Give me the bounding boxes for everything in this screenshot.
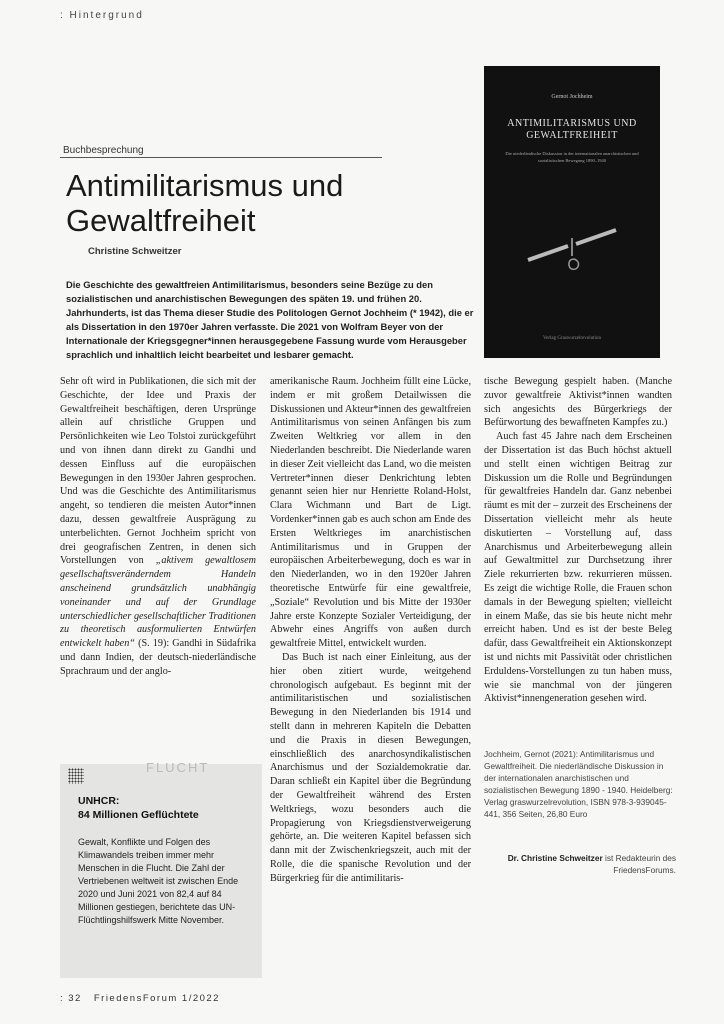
journal-name: FriedensForum 1/2022 <box>93 993 220 1004</box>
sidebar-title <box>78 794 258 822</box>
paragraph: tische Bewegung gespielt haben. (Manche zuvor gewaltfreie Aktivist*innen wandten sich angesichts des Bürgerkriegs der Befürwortung des bewaffneten Kampfes zu.) <box>484 376 672 429</box>
paragraph: Auch fast 45 Jahre nach dem Erscheinen der Dissertation ist das Buch höchst aktuell und stellt einen wichtigen Beitrag zur Diskussion um die Rolle und Begründungen für gewaltfreies Handeln dar. Ganz nebenbei räumt es mit der – zurzeit des Erscheinens der Dissertation vielleicht mehr als heute diskutierten – Vorstellung auf, dass Anarchismus und Arbeiterbewegung allein auf Gewaltmittel zur Durchsetzung ihrer Ziele rekurrierten bzw. rekurrieren müssen. Es zeigt die wichtige Rolle, die Frauen schon damals in der Bewegung spielten; vielleicht in einem Maße, das sie bis heute nicht mehr erreicht haben. Und es ist der beste Beleg dafür, dass Gewaltfreiheit ein Aktionskonzept ist und nichts mit Passivität oder christlichen Erduldens-Vorstellungen zu tun haben muss, wie sie manchmal von der jüngeren Aktivist*innengeneration gesehen wird. <box>484 431 672 705</box>
page-footer <box>60 993 220 1004</box>
sidebar-text: Gewalt, Konflikte und Folgen des Klimawandels treiben immer mehr Menschen in die Flucht. Die Zahl der Vertriebenen weltweit ist zwischen Ende 2020 und Juni 2021 von 82,4 auf 84 Millionen gestiegen, berichtete das UN-Flüchtlingshilfswerk Mitte November. <box>78 837 239 925</box>
quotation: „aktivem gewaltlosem gesellschaftsveränderndem Handeln anscheinend grundsätzlich unabhängig voneinander und auf der Grundlage unterschiedlicher gesellschaftlicher Traditionen zu theoretisch ausformulierten Entwürfen entwickelt haben“ <box>60 555 257 650</box>
book-reference: Jochheim, Gernot (2021): Antimilitarismus und Gewaltfreiheit. Die niederländische Diskussion in der internationalen anarchistischen und sozialistischen Bewegung 1890 - 1940. Heidelberg: Verlag graswurzelrevolution, ISBN 978-3-939045-441, 356 Seiten, 26,80 Euro <box>484 749 673 819</box>
bio-name: Dr. Christine Schweitzer <box>507 853 603 863</box>
cover-publisher: Verlag Graswurzelrevolution <box>543 336 601 341</box>
sidebar-label: FLUCHT <box>146 760 210 775</box>
bio-text: ist Redakteurin des FriedensForums. <box>602 853 676 875</box>
body-column-1 <box>60 375 256 679</box>
paragraph: amerikanische Raum. Jochheim füllt eine Lücke, indem er mit großem Detailwissen die Diskussionen und Akteur*innen des gewaltfreien Antimilitarismus von seinen Anfängen bis zum Zweiten Weltkrieg vor allem in den Niederlanden beschreibt. Die Niederlande waren in dieser Zeit vielleicht das Land, wo die meisten Vertreter*innen dieser Denkrichtung lebten genannt seien hier nur Henriette Roland-Holst, Clara Wichmann und Bart de Ligt. Vordenker*innen gab es auch schon am Ende des Ersten Weltkrieges im anarchistischen Antimilitarismus und in Gruppen der europäischen Arbeiterbewegung, doch es war in den Niederlanden, wo in den 1920er Jahren theoretische Entwürfe für eine gewaltfreie, „Soziale“ Revolution und bis Mitte der 1930er Jahre erste Konzepte Sozialer Verteidigung, der Abwehr eines Angriffs von außen durch gewaltfreie Mittel, entwickelt wurden. <box>270 376 471 650</box>
running-head: : Hintergrund <box>60 10 144 21</box>
book-cover <box>484 66 660 358</box>
body-column-3 <box>484 375 672 706</box>
article-author: Christine Schweitzer <box>88 246 182 257</box>
article-title: Antimilitarismus und Gewaltfreiheit <box>66 168 344 238</box>
sidebar-title-line-1: UNHCR: <box>78 795 120 807</box>
cover-author: Gernot Jochheim <box>551 94 593 100</box>
paragraph: Sehr oft wird in Publikationen, die sich mit der Geschichte, der Idee und Praxis der Gewaltfreiheit beschäftigen, deren Ursprünge allein auf christliche Gruppen und Persönlichkeiten wie Leo Tolstoi zurückgeführt und von ihnen dann direkt zu Gandhi und dessen Einfluss auf die europäischen Bewegungen in den 1930er Jahren gesprochen. Und was die Geschichte des Antimilitarismus angeht, so tendieren die meisten Autor*innen dazu, dessen gewaltfreie Ausprägung zu unterbelichten. Gernot Jochheim spricht von drei geografischen Zentren, in denen sich Vorstellungen von „aktivem gewaltlosem gesellschaftsveränderndem Handeln anscheinend grundsätzlich unabhängig voneinander und auf der Grundlage unterschiedlicher gesellschaftlicher Traditionen zu theoretisch ausformulierten Entwürfen entwickelt haben“ (S. 19): Gandhi in Südafrika und dann Indien, der deutsch-niederländische Sprachraum und der anglo- <box>60 376 257 677</box>
kicker-rule <box>60 157 382 158</box>
cover-subtitle: Die niederländische Diskussion in der internationalen anarchistischen und sozialistischen Bewegung 1890–1940 <box>505 151 639 163</box>
broken-rifle-icon <box>522 216 622 276</box>
paragraph: Das Buch ist nach einer Einleitung, aus der hier oben zitiert wurde, weitgehend chronologisch aufgebaut. Es beginnt mit der antimilitaristischen und sozialistischen Bewegung in den Niederlanden bis 1914 und stellt dann in mehreren Kapiteln die Debatten und die Praxis in diesen Bewegungen, einschließlich des anarchosyndikalistischen Anarchismus und der Sozialdemokratie dar. Daran schließt ein Kapitel über die Begründung der Gewaltfreiheit während des Ersten Weltkriegs, wozu besonders auch die Propagierung von Kriegsdienstverweigerung gehörte, an. Die weiteren Kapitel befassen sich dann mit der Zwischenkriegszeit, auch mit der Rolle, die die spanische Revolution und der Bürgerkrieg für die antimilitaris- <box>270 651 471 884</box>
author-bio <box>484 852 676 876</box>
section-kicker: Buchbesprechung <box>63 145 144 156</box>
body-column-2 <box>270 375 471 885</box>
sidebar-title-line-2: 84 Millionen Geflüchtete <box>78 809 199 821</box>
page-number: : 32 <box>60 993 82 1004</box>
article-lead: Die Geschichte des gewaltfreien Antimilitarismus, besonders seine Bezüge zu den sozialistischen und anarchistischen Bewegungen des späten 19. und frühen 20. Jahrhunderts, ist das Thema dieser Studie des Politologen Gernot Jochheim (* 1942), die er als Dissertation in den 1970er Jahren verfasste. Die 2021 von Wolfram Beyer von der Internationale der Kriegsgegner*innen herausgegebene Fassung wurde vom Herausgeber sprachlich und inhaltlich leicht bearbeitet und lesbarer gemacht. <box>66 279 474 360</box>
dot-pattern-icon <box>68 768 84 784</box>
cover-title: ANTIMILITARISMUS UND GEWALTFREIHEIT <box>507 118 637 141</box>
